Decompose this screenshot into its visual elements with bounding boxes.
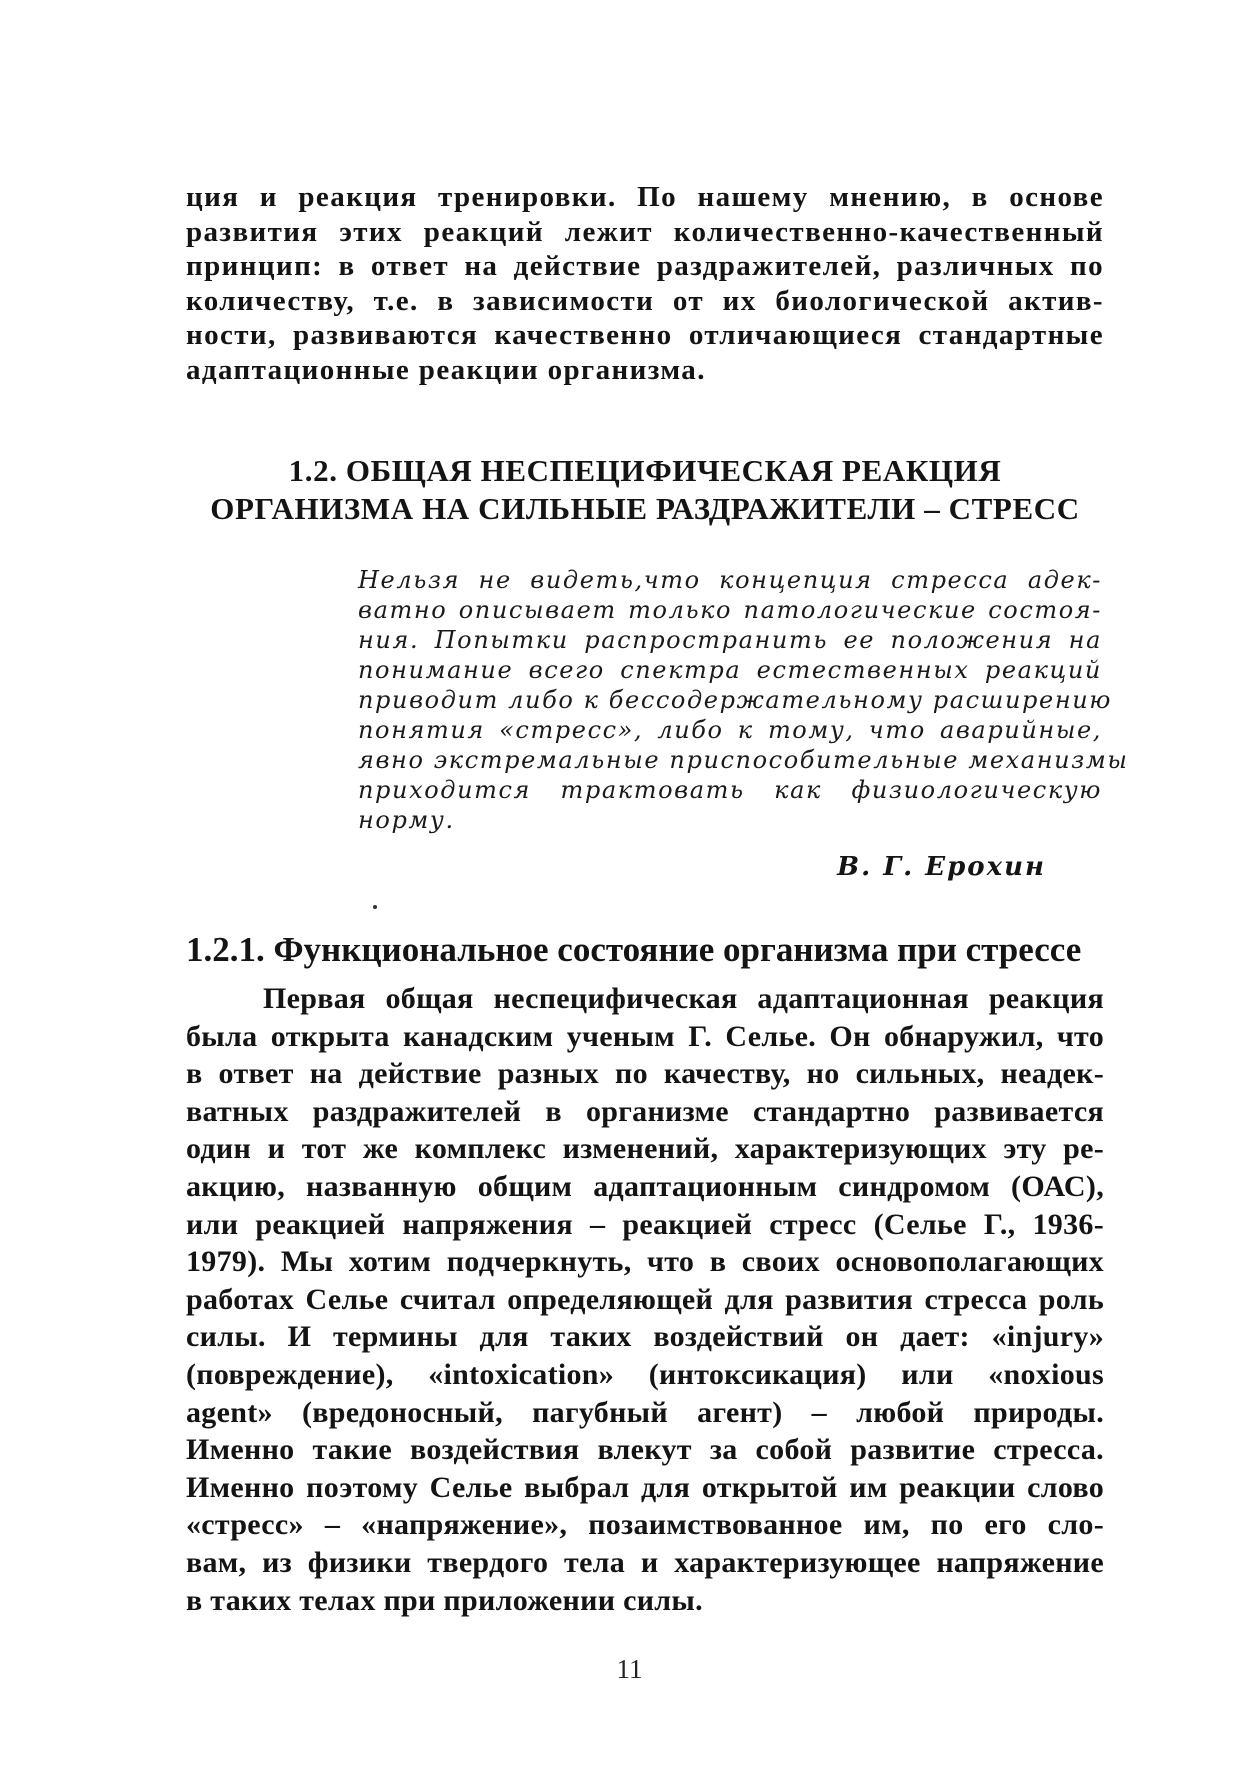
scan-artifact-dot [373,905,377,909]
body-line: agent» (вредоносный, пагубный агент) – любой природы. [186,1395,1104,1429]
page-number: 11 [616,1654,643,1684]
body-line: вам, из физики твердого тела и характеризующее напряжение [186,1545,1104,1579]
epigraph-line: явно экстремальные приспособительные механизмы [358,746,1129,774]
intro-line: ция и реакция тренировки. По нашему мнению, в основе [186,181,1104,213]
body-line: один и тот же комплекс изменений, характеризующих эту ре- [186,1132,1104,1166]
epigraph-line: ния. Попытки распространить ее положения на [358,626,1102,654]
epigraph-line: норму. [358,806,455,834]
epigraph-line: Нельзя не видеть,что концепция стресса адек- [358,566,1102,594]
body-line: или реакцией напряжения – реакцией стресс (Селье Г., 1936- [186,1207,1104,1241]
epigraph-line: понимание всего спектра естественных реакций [358,656,1102,684]
body-line: в ответ на действие разных по качеству, но сильных, неадек- [186,1057,1104,1091]
body-line: «стресс» – «напряжение», позаимствованное им, по его сло- [186,1508,1104,1542]
body-line: в таких телах при приложении силы. [186,1583,703,1617]
body-line: работах Селье считал определяющей для развития стресса роль [186,1282,1104,1316]
section-heading [186,452,1104,528]
epigraph-line: понятия «стресс», либо к тому, что аварийные, [358,716,1102,744]
intro-line: адаптационные реакции организма. [186,353,706,386]
intro-line: ности, развиваются качественно отличающиеся стандартные [186,319,1104,351]
intro-paragraph [186,180,1104,387]
section-heading-line: 1.2. ОБЩАЯ НЕСПЕЦИФИЧЕСКАЯ РЕАКЦИЯ [288,453,1002,488]
epigraph-line: приводит либо к бессодержательному расширению [358,686,1113,714]
body-paragraph [186,980,1104,1619]
body-line: Первая общая неспецифическая адаптационная реакция [263,982,1104,1015]
intro-line: количеству, т.е. в зависимости от их биологической актив- [186,284,1104,317]
epigraph-line: ватно описывает только патологические состоя- [358,596,1102,624]
epigraph-author: В. Г. Ерохин [837,852,1046,882]
subsection-heading: 1.2.1. Функциональное состояние организма при стрессе [186,930,1082,969]
body-line: Именно поэтому Селье выбрал для открытой им реакции слово [186,1470,1104,1504]
epigraph [358,565,1129,835]
body-line: 1979). Мы хотим подчеркнуть, что в своих основополагающих [186,1245,1104,1279]
body-line: была открыта канадским ученым Г. Селье. Он обнаружил, что [186,1019,1104,1053]
body-line: Именно такие воздействия влекут за собой развитие стресса. [186,1433,1104,1467]
intro-line: принцип: в ответ на действие раздражителей, различных по [186,250,1104,282]
epigraph-line: приходится трактовать как физиологическую [358,776,1102,804]
body-line: ватных раздражителей в организме стандартно развивается [186,1094,1104,1128]
section-heading-line: ОРГАНИЗМА НА СИЛЬНЫЕ РАЗДРАЖИТЕЛИ – СТРЕСС [210,491,1080,526]
intro-line: развития этих реакций лежит количественно-качественный [186,215,1104,248]
body-line: (повреждение), «intoxication» (интоксикация) или «noxious [186,1357,1104,1391]
body-line: акцию, названную общим адаптационным синдромом (ОАС), [186,1169,1104,1203]
body-line: силы. И термины для таких воздействий он дает: «injury» [186,1320,1104,1354]
